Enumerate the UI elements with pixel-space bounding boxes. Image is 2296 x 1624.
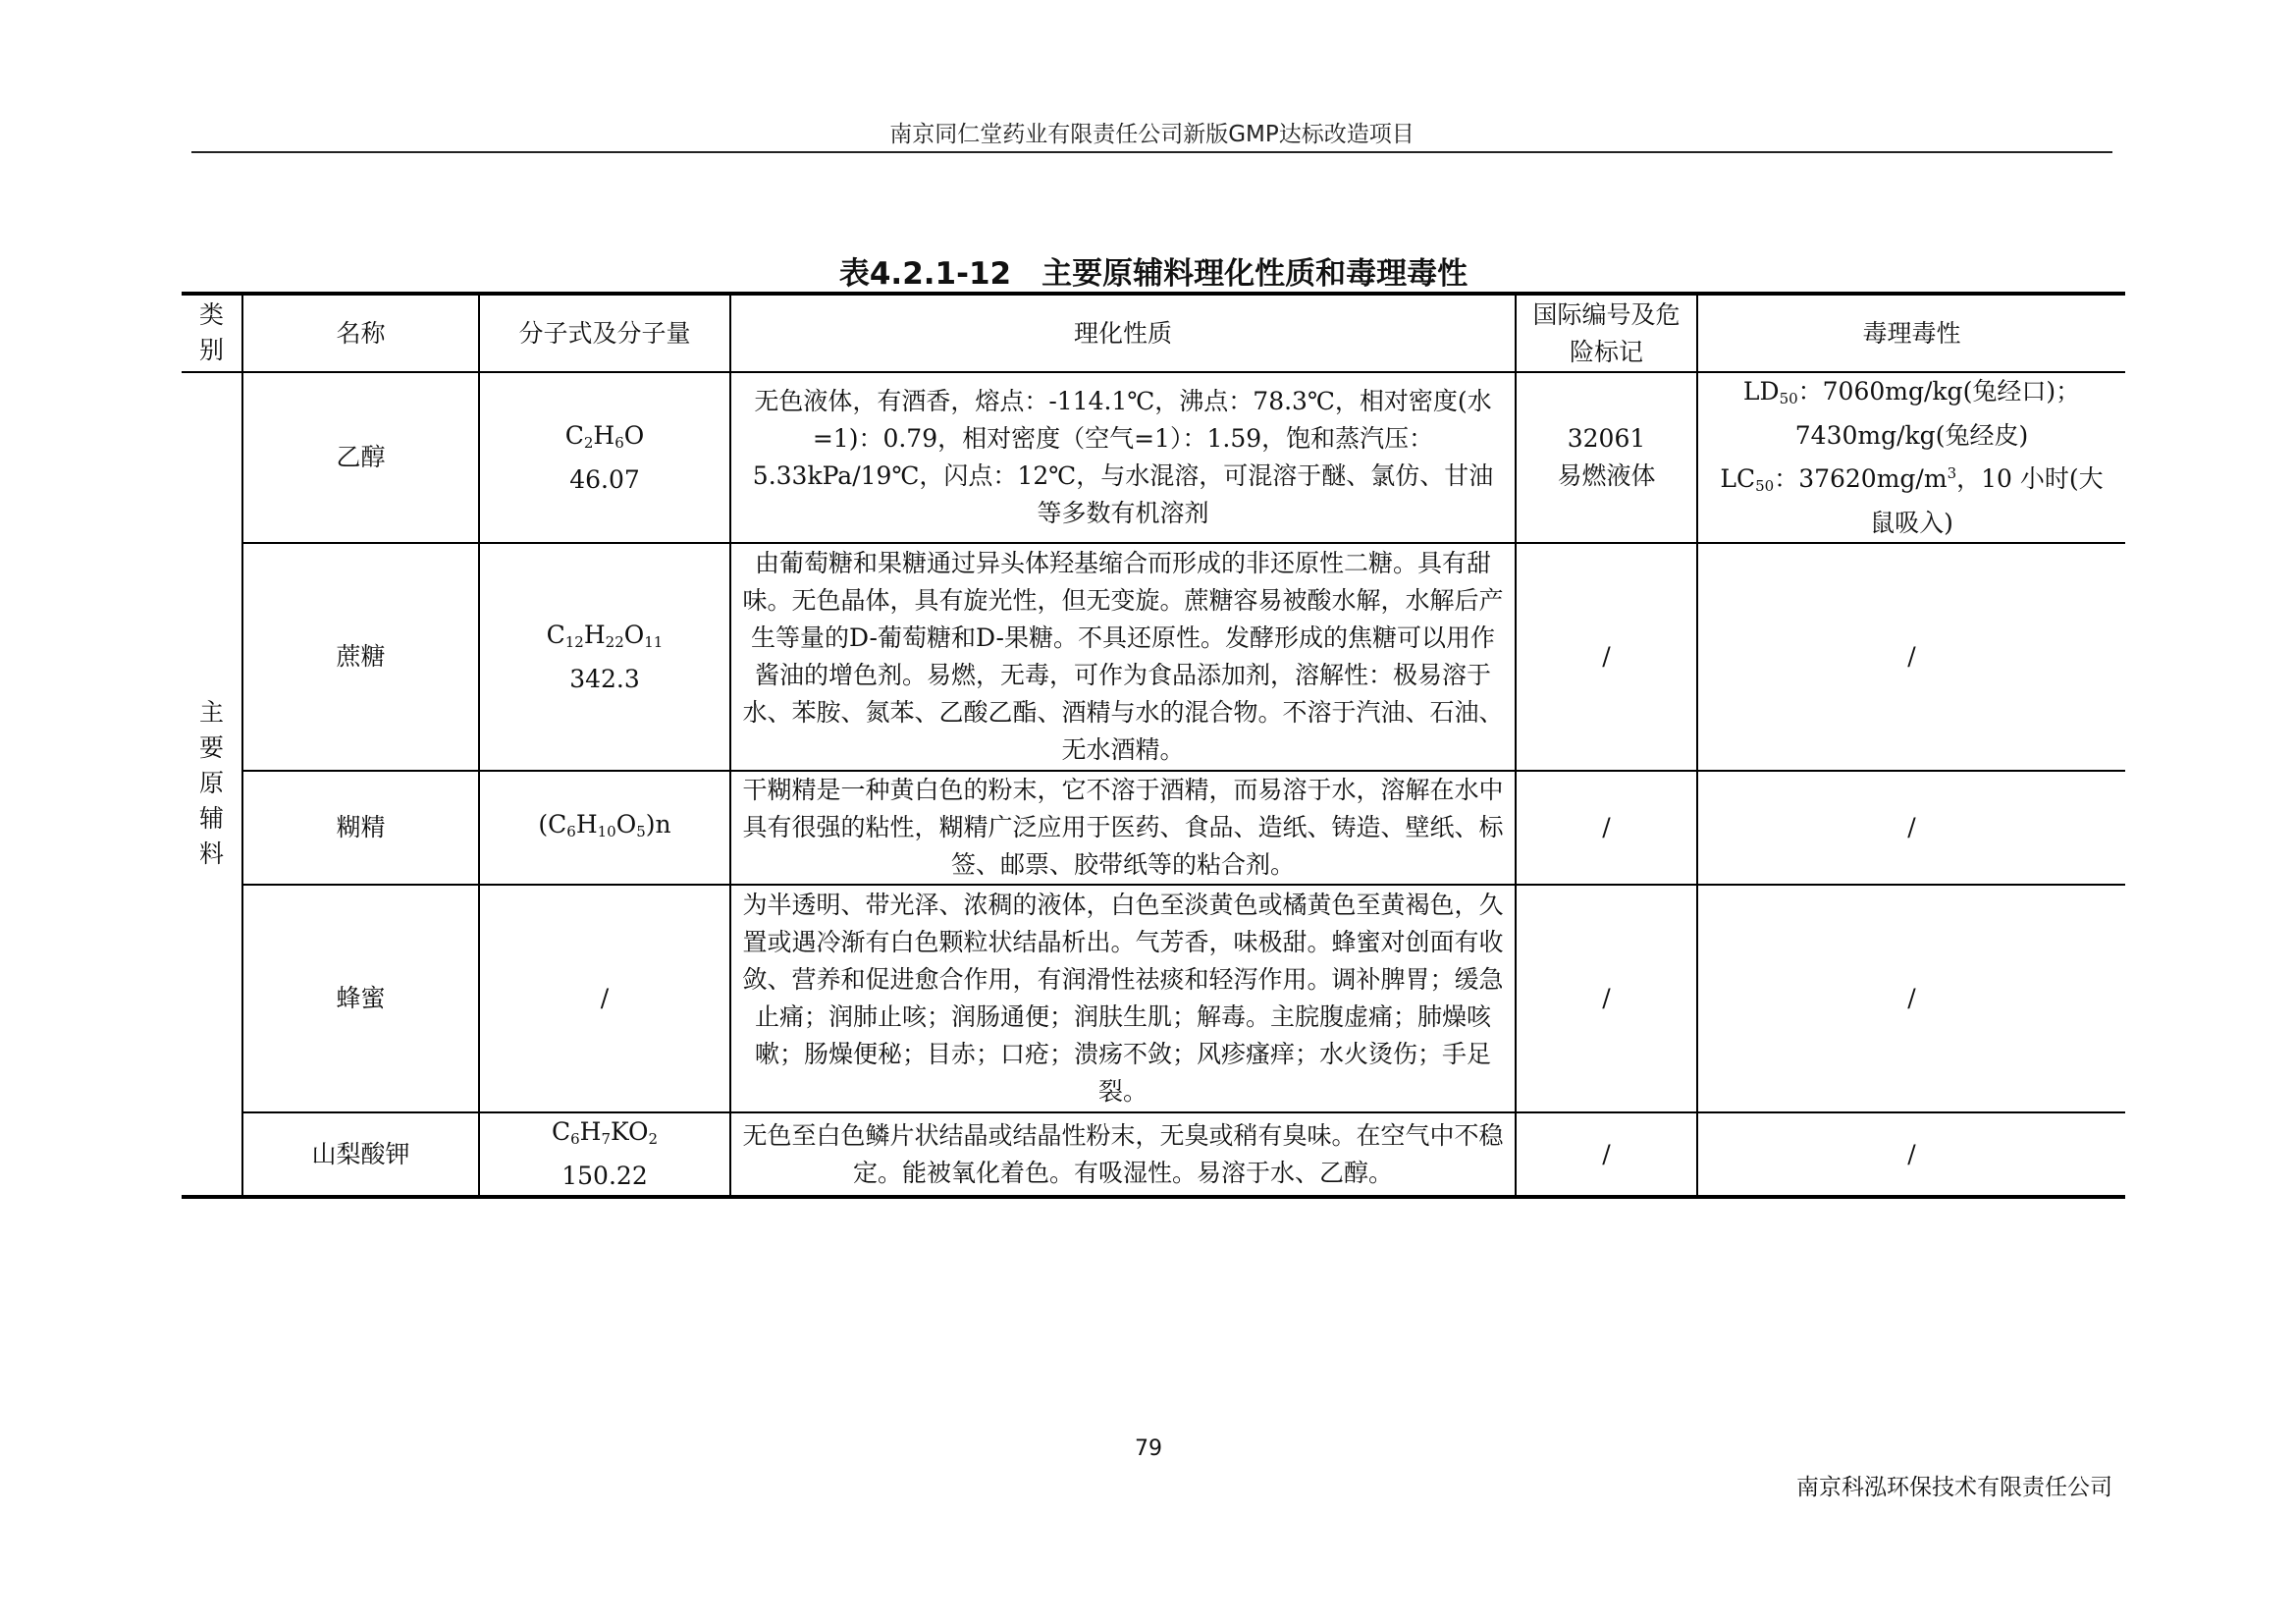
material-name: 糊精 <box>242 771 479 885</box>
toxicity-cell: / <box>1697 885 2125 1112</box>
material-name: 乙醇 <box>242 372 479 543</box>
category-cell: 主要原辅料 <box>182 372 242 1197</box>
hazard-cell: / <box>1516 1112 1697 1197</box>
material-name: 山梨酸钾 <box>242 1112 479 1197</box>
col-header-hazard: 国际编号及危险标记 <box>1516 294 1697 372</box>
table-title: 表4.2.1-12 主要原辅料理化性质和毒理毒性 <box>838 256 1468 292</box>
material-name: 蜂蜜 <box>242 885 479 1112</box>
hazard-cell <box>1516 372 1697 543</box>
toxicity-cell: / <box>1697 771 2125 885</box>
materials-table <box>182 292 2125 1199</box>
table-row <box>182 771 2125 885</box>
toxicity-cell: $LD_{50}$：7060mg/kg(兔经口)； 7430mg/kg(兔经皮) $LC_{50}$：$37620mg/m^3$，10 小时(大鼠吸入) <box>1697 372 2125 543</box>
page-number: 79 <box>1135 1436 1162 1461</box>
col-header-name: 名称 <box>242 294 479 372</box>
material-properties: 为半透明、带光泽、浓稠的液体，白色至淡黄色或橘黄色至黄褐色，久置或遇冷渐有白色颗粒状结晶析出。气芳香，味极甜。蜂蜜对创面有收敛、营养和促进愈合作用，有润滑性祛痰和轻泻作用。调补脾胃；缓急止痛；润肺止咳；润肠通便；润肤生肌；解毒。主脘腹虚痛；肺燥咳嗽；肠燥便秘；目赤；口疮；溃疡不敛；风疹瘙痒；水火烫伤；手足裂。 <box>730 885 1516 1112</box>
header-divider <box>191 151 2112 153</box>
table-row <box>182 543 2125 771</box>
table-row <box>182 372 2125 543</box>
hazard-cell: / <box>1516 771 1697 885</box>
material-properties: 由葡萄糖和果糖通过异头体羟基缩合而形成的非还原性二糖。具有甜味。无色晶体，具有旋光性，但无变旋。蔗糖容易被酸水解，水解后产生等量的D-葡萄糖和D-果糖。不具还原性。发酵形成的焦糖可以用作酱油的增色剂。易燃，无毒，可作为食品添加剂，溶解性：极易溶于水、苯胺、氮苯、乙酸乙酯、酒精与水的混合物。不溶于汽油、石油、无水酒精。 <box>730 543 1516 771</box>
toxicity-cell: / <box>1697 543 2125 771</box>
table-row <box>182 885 2125 1112</box>
molecular-weight: 150.22 <box>561 1162 648 1190</box>
table-header-row <box>182 294 2125 372</box>
material-formula: $C_2H_6O$ 46.07 <box>479 372 730 543</box>
footer-company: 南京科泓环保技术有限责任公司 <box>1796 1475 2112 1500</box>
col-header-toxicity: 毒理毒性 <box>1697 294 2125 372</box>
col-header-category: 类别 <box>182 294 242 372</box>
hazard-cell: / <box>1516 543 1697 771</box>
material-properties: 无色液体，有酒香，熔点：-114.1℃，沸点：78.3℃，相对密度(水=1)：0.79，相对密度（空气=1）：1.59，饱和蒸汽压：5.33kPa/19℃，闪点：12℃，与水混溶，可混溶于醚、氯仿、甘油等多数有机溶剂 <box>730 372 1516 543</box>
table-row <box>182 1112 2125 1197</box>
molecular-weight: 342.3 <box>569 664 640 693</box>
material-formula: / <box>479 885 730 1112</box>
molecular-weight: 46.07 <box>569 464 640 494</box>
toxicity-cell: / <box>1697 1112 2125 1197</box>
hazard-cell: / <box>1516 885 1697 1112</box>
document-header: 南京同仁堂药业有限责任公司新版GMP达标改造项目 <box>889 122 1415 147</box>
material-name: 蔗糖 <box>242 543 479 771</box>
col-header-properties: 理化性质 <box>730 294 1516 372</box>
hazard-label: 易燃液体 <box>1557 461 1656 490</box>
hazard-code: 32061 <box>1567 424 1646 453</box>
material-formula: $(C_6H_{10}O_5)n$ <box>479 771 730 885</box>
material-properties: 无色至白色鳞片状结晶或结晶性粉末，无臭或稍有臭味。在空气中不稳定。能被氧化着色。有吸湿性。易溶于水、乙醇。 <box>730 1112 1516 1197</box>
material-formula: $C_{12}H_{22}O_{11}$ 342.3 <box>479 543 730 771</box>
material-formula: $C_6H_7KO_2$ 150.22 <box>479 1112 730 1197</box>
col-header-formula: 分子式及分子量 <box>479 294 730 372</box>
material-properties: 干糊精是一种黄白色的粉末，它不溶于酒精，而易溶于水，溶解在水中具有很强的粘性，糊精广泛应用于医药、食品、造纸、铸造、壁纸、标签、邮票、胶带纸等的粘合剂。 <box>730 771 1516 885</box>
